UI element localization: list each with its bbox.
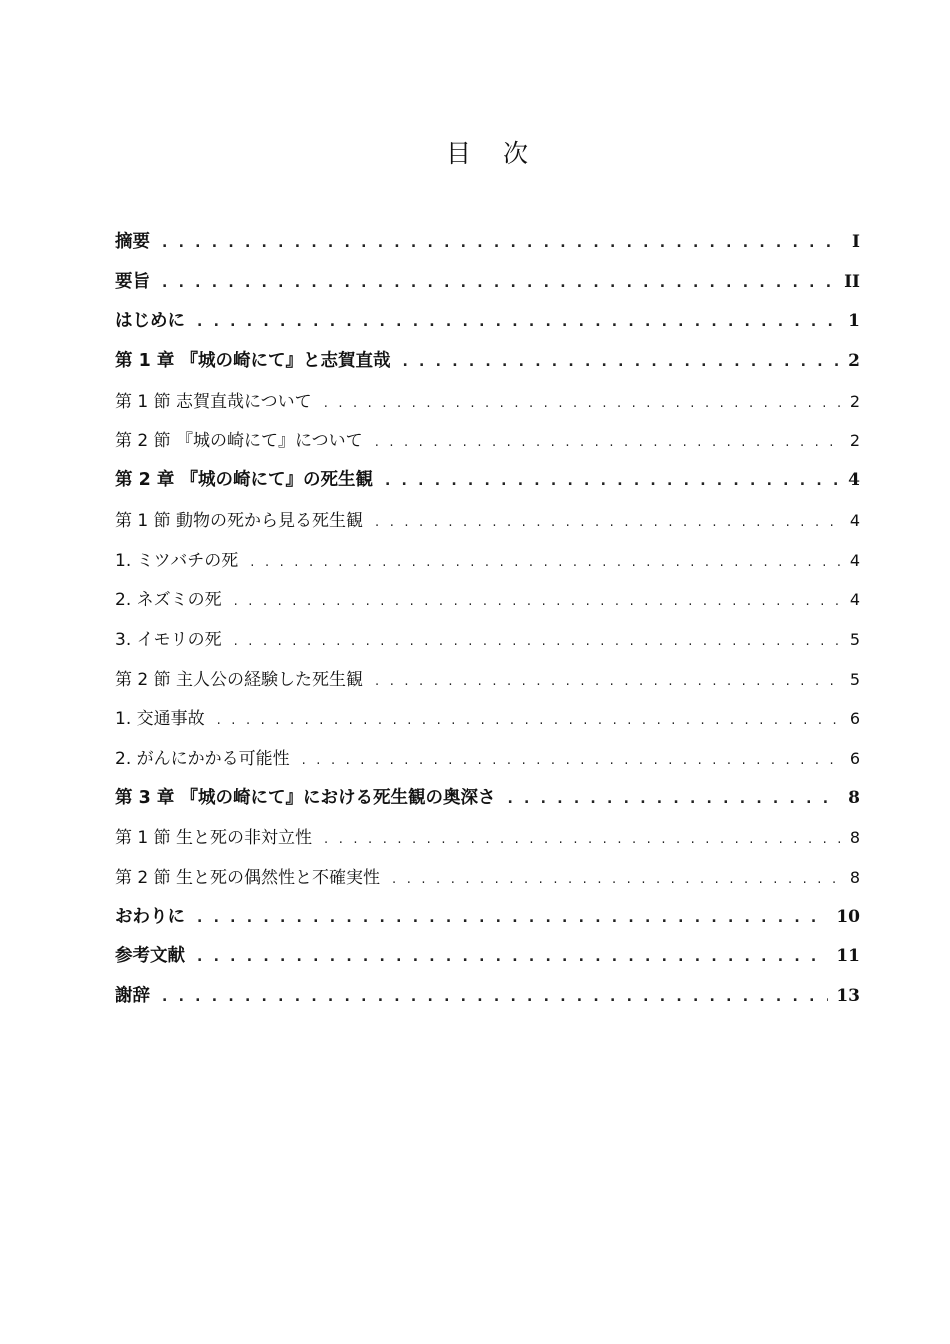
toc-entry-label: 参考文献 [115,946,185,967]
toc-entry [115,898,860,938]
toc-entry-label: 第 1 節 志賀直哉について [115,391,312,412]
toc-page-number: 1 [848,311,860,332]
toc-dot-leader [375,502,840,543]
toc-entry [115,382,860,422]
toc-page-number: 6 [849,709,860,729]
toc-page-number: 5 [849,629,860,649]
toc-dot-leader [197,302,840,343]
toc-entry-label: 第 2 節 生と死の偶然性と不確実性 [115,868,381,888]
toc-page-number: 6 [849,748,860,768]
toc-page-number: 10 [836,906,860,927]
toc-page-number: 11 [836,946,860,967]
toc-entry [115,461,860,501]
toc-entry [115,263,860,303]
toc-dot-leader [162,223,840,264]
toc-page-number: I [852,232,860,252]
toc-entry [115,342,860,382]
page-title: 目 次 [446,139,540,168]
toc-page-number: 13 [836,986,860,1007]
toc-dot-leader [234,581,840,622]
toc-page-number: 5 [849,669,860,689]
toc-entry [115,541,860,581]
toc-entry-label: 第 2 節 主人公の経験した死生観 [115,669,364,690]
toc-page-number: 4 [849,590,860,610]
toc-dot-leader [197,898,828,939]
toc-page-number: 8 [848,787,860,808]
toc-entry [115,977,860,1017]
toc-entry-label: 摘要 [115,232,150,252]
toc-dot-leader [217,700,840,741]
toc-entry [115,818,860,858]
toc-dot-leader [402,342,840,383]
toc-entry [115,937,860,977]
toc-entry-label: はじめに [115,311,185,332]
toc-dot-leader [197,937,828,978]
toc-entry-label: おわりに [115,906,185,927]
toc-page-number: 4 [849,550,860,570]
toc-page-number: II [844,271,860,292]
toc-page-number: 4 [848,470,860,491]
toc-entry-label: 要旨 [115,271,150,292]
toc-entry [115,421,860,461]
toc-dot-leader [250,542,840,583]
toc-dot-leader [234,621,840,662]
toc-entry [115,858,860,898]
toc-entry [115,660,860,700]
toc-entry [115,580,860,620]
toc-dot-leader [385,461,840,502]
toc-entry [115,779,860,819]
toc-dot-leader [302,740,840,781]
toc-entry-label: 2. ネズミの死 [115,590,222,611]
toc-entry-label: 第 1 節 動物の死から見る死生観 [115,510,364,531]
toc-page-number: 2 [849,391,860,411]
toc-dot-leader [392,859,840,900]
toc-dot-leader [324,383,840,424]
toc-entry-label: 1. 交通事故 [115,709,205,730]
toc-entry-label: 第 1 章 『城の崎にて』と志賀直哉 [115,351,391,372]
toc-entry [115,620,860,660]
toc-entry-label: 第 3 章 『城の崎にて』における死生観の奥深さ [115,787,496,808]
toc-entry-label: 1. ミツバチの死 [115,550,239,571]
toc-entry-label: 第 1 節 生と死の非対立性 [115,828,313,849]
toc-page-number: 8 [849,868,860,887]
toc-entry [115,699,860,739]
toc-dot-leader [375,422,840,463]
toc-dot-leader [375,661,840,702]
toc-entry [115,302,860,342]
toc-dot-leader [507,779,840,820]
table-of-contents [115,223,860,1017]
toc-entry-label: 謝辞 [115,986,150,1007]
toc-entry [115,501,860,541]
toc-entry-label: 3. イモリの死 [115,629,222,650]
toc-dot-leader [162,263,836,304]
toc-dot-leader [324,819,840,860]
toc-page-number: 8 [849,828,860,848]
toc-entry [115,739,860,779]
toc-page-number: 4 [849,510,860,530]
toc-entry-label: 第 2 章 『城の崎にて』の死生観 [115,470,373,491]
toc-dot-leader [162,977,828,1018]
toc-entry-label: 第 2 節 『城の崎にて』について [115,431,363,452]
toc-page-number: 2 [848,351,860,372]
toc-page-number: 2 [849,431,860,451]
toc-entry [115,223,860,263]
toc-entry-label: 2. がんにかかる可能性 [115,748,290,769]
